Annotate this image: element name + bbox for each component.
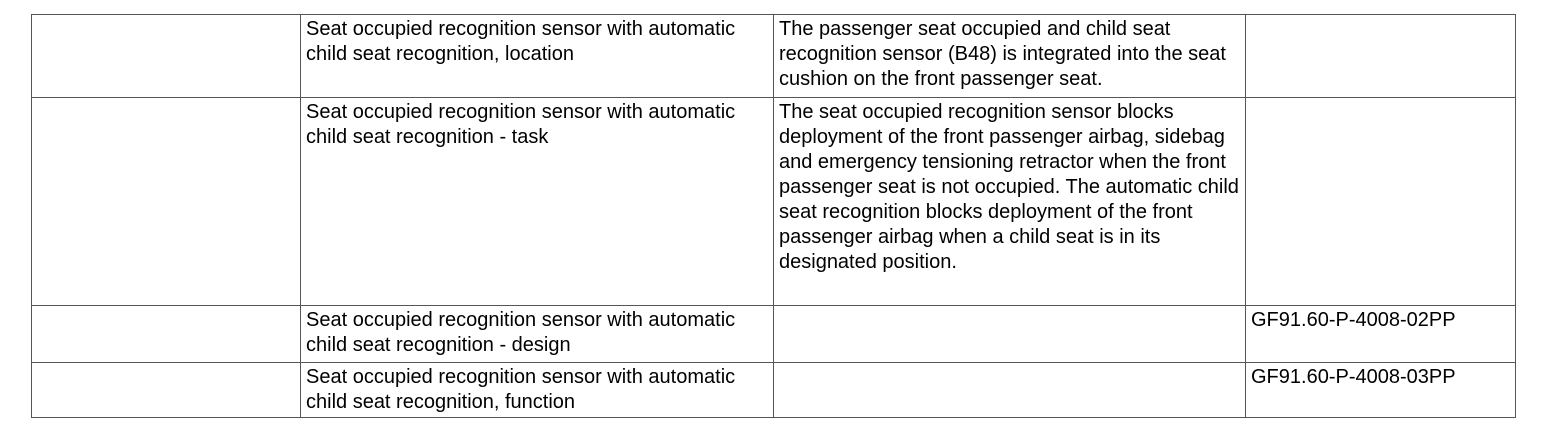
reference-link[interactable]: GF91.60-P-4008-03PP	[1251, 366, 1456, 388]
description-cell	[774, 306, 1246, 363]
title-cell	[301, 306, 774, 363]
row-title: Seat occupied recognition sensor with automatic child seat recognition - design	[306, 309, 736, 356]
reference-cell	[1246, 15, 1516, 98]
blank-cell	[32, 306, 301, 363]
table-row	[32, 363, 1516, 418]
document-table	[31, 14, 1516, 418]
reference-cell[interactable]	[1246, 363, 1516, 418]
reference-cell	[1246, 98, 1516, 306]
title-cell	[301, 15, 774, 98]
reference-cell[interactable]	[1246, 306, 1516, 363]
description-cell	[774, 15, 1246, 98]
table-row	[32, 98, 1516, 306]
reference-link[interactable]: GF91.60-P-4008-02PP	[1251, 309, 1456, 331]
row-description: The seat occupied recognition sensor blocks deployment of the front passenger airbag, sidebag and emergency tensioning retractor when the front passenger seat is not occupied. The automatic child seat recognition blocks deployment of the front passenger airbag when a child seat is in its designated position.	[779, 101, 1239, 273]
description-cell	[774, 98, 1246, 306]
row-title: Seat occupied recognition sensor with automatic child seat recognition, function	[306, 366, 736, 413]
row-title: Seat occupied recognition sensor with automatic child seat recognition - task	[306, 101, 736, 148]
blank-cell	[32, 15, 301, 98]
table-row	[32, 15, 1516, 98]
row-title: Seat occupied recognition sensor with automatic child seat recognition, location	[306, 18, 736, 65]
title-cell	[301, 98, 774, 306]
title-cell	[301, 363, 774, 418]
row-description: The passenger seat occupied and child seat recognition sensor (B48) is integrated into the seat cushion on the front passenger seat.	[779, 18, 1226, 90]
blank-cell	[32, 363, 301, 418]
description-cell	[774, 363, 1246, 418]
blank-cell	[32, 98, 301, 306]
table-row	[32, 306, 1516, 363]
